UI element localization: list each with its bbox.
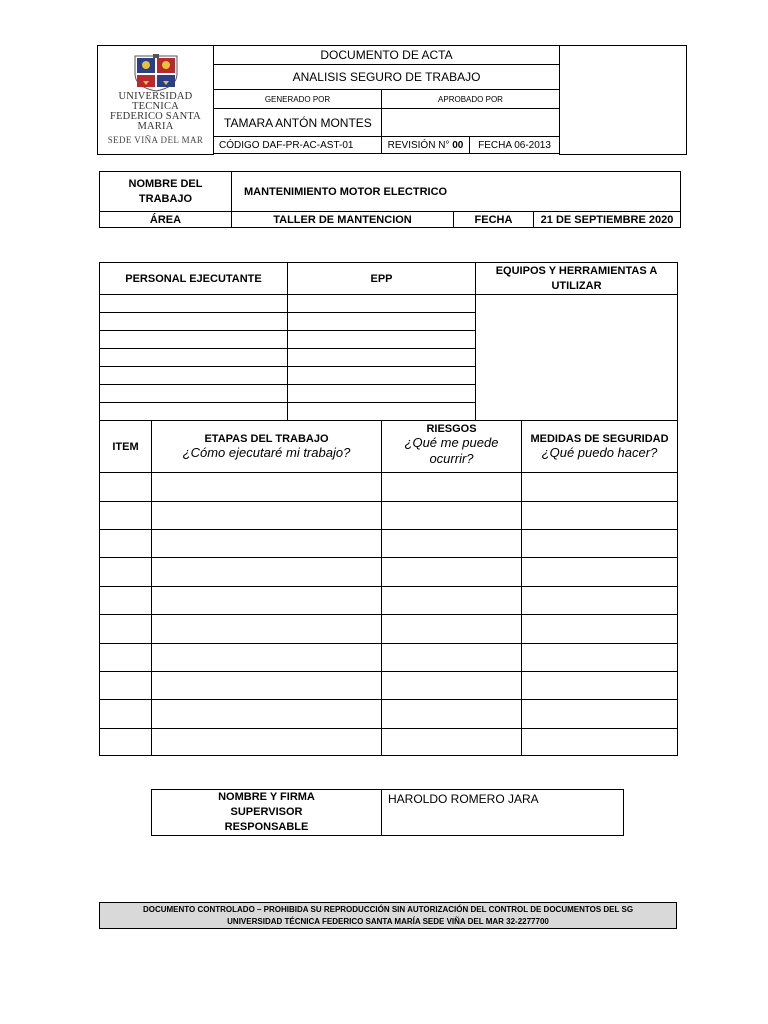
- epp-cell: [288, 349, 476, 367]
- job-info-table: [99, 171, 681, 228]
- risk-cell: [382, 672, 522, 700]
- measure-cell: [522, 644, 678, 672]
- revision: [382, 137, 470, 154]
- personal-cell: [100, 331, 288, 349]
- stages-subtitle: ¿Cómo ejecutaré mi trabajo?: [182, 445, 351, 460]
- measure-cell: [522, 615, 678, 644]
- spacer: [382, 154, 470, 155]
- epp-cell: [288, 313, 476, 331]
- generated-by-value: TAMARA ANTÓN MONTES: [214, 109, 382, 137]
- table-row: [100, 729, 678, 756]
- epp-cell: [288, 385, 476, 403]
- risk-cell: [382, 587, 522, 615]
- approved-by-value: [382, 109, 560, 137]
- revision-label: REVISIÓN N°: [387, 139, 450, 151]
- personal-cell: [100, 403, 288, 421]
- footer-line2: UNIVERSIDAD TÉCNICA FEDERICO SANTA MARÍA SEDE VIÑA DEL MAR 32-2277700: [227, 916, 549, 926]
- doc-title: ANALISIS SEGURO DE TRABAJO: [214, 65, 560, 90]
- table-row: [100, 502, 678, 530]
- job-name-label: NOMBRE DEL TRABAJO: [100, 172, 232, 212]
- university-name-line2: FEDERICO SANTA MARIA: [110, 111, 201, 133]
- table-row: [100, 700, 678, 729]
- personal-cell: [100, 295, 288, 313]
- date-label: FECHA: [454, 212, 534, 228]
- stage-cell: [152, 473, 382, 502]
- measure-cell: [522, 473, 678, 502]
- item-cell: [100, 587, 152, 615]
- personal-cell: [100, 313, 288, 331]
- personnel-table: [99, 262, 678, 421]
- risk-cell: [382, 700, 522, 729]
- personal-cell: [100, 367, 288, 385]
- item-cell: [100, 700, 152, 729]
- supervisor-table: [151, 789, 624, 836]
- stage-cell: [152, 729, 382, 756]
- campus-name: SEDE VIÑA DEL MAR: [107, 135, 204, 146]
- risk-cell: [382, 502, 522, 530]
- risk-cell: [382, 615, 522, 644]
- item-cell: [100, 729, 152, 756]
- item-cell: [100, 672, 152, 700]
- epp-cell: [288, 403, 476, 421]
- stages-header: [152, 421, 382, 473]
- stage-cell: [152, 700, 382, 729]
- risk-cell: [382, 473, 522, 502]
- personal-cell: [100, 349, 288, 367]
- measure-cell: [522, 530, 678, 558]
- header-blank-cell: [560, 46, 687, 155]
- item-header: ITEM: [100, 421, 152, 473]
- risks-subtitle: ¿Qué me puede ocurrir?: [404, 435, 499, 466]
- risk-cell: [382, 729, 522, 756]
- date-value: 21 DE SEPTIEMBRE 2020: [534, 212, 681, 228]
- item-cell: [100, 644, 152, 672]
- university-crest-logo: [131, 54, 181, 92]
- personal-cell: [100, 385, 288, 403]
- stages-title: ETAPAS DEL TRABAJO: [204, 433, 329, 445]
- stage-cell: [152, 502, 382, 530]
- measure-cell: [522, 729, 678, 756]
- item-cell: [100, 558, 152, 587]
- stage-cell: [152, 558, 382, 587]
- risk-cell: [382, 530, 522, 558]
- table-row: [100, 558, 678, 587]
- tools-cell: [476, 295, 678, 421]
- item-cell: [100, 615, 152, 644]
- epp-cell: [288, 295, 476, 313]
- epp-cell: [288, 331, 476, 349]
- area-label: ÁREA: [100, 212, 232, 228]
- document-header: [97, 45, 687, 155]
- measure-cell: [522, 672, 678, 700]
- table-row: [100, 473, 678, 502]
- approved-by-label: APROBADO POR: [382, 90, 560, 109]
- stage-cell: [152, 587, 382, 615]
- risks-title: RIESGOS: [426, 423, 477, 435]
- tools-header: EQUIPOS Y HERRAMIENTAS A UTILIZAR: [476, 263, 678, 295]
- generated-by-label: GENERADO POR: [214, 90, 382, 109]
- measure-cell: [522, 700, 678, 729]
- measures-title: MEDIDAS DE SEGURIDAD: [530, 433, 669, 445]
- epp-cell: [288, 367, 476, 385]
- steps-table: [99, 420, 678, 756]
- document-code: CÓDIGO DAF-PR-AC-AST-01: [214, 137, 382, 154]
- spacer: [470, 154, 560, 155]
- footer-table: [99, 902, 677, 929]
- stage-cell: [152, 672, 382, 700]
- measures-header: [522, 421, 678, 473]
- item-cell: [100, 502, 152, 530]
- supervisor-value: HAROLDO ROMERO JARA: [382, 790, 624, 836]
- stage-cell: [152, 530, 382, 558]
- area-value: TALLER DE MANTENCION: [232, 212, 454, 228]
- personal-header: PERSONAL EJECUTANTE: [100, 263, 288, 295]
- table-row: [100, 587, 678, 615]
- epp-header: EPP: [288, 263, 476, 295]
- doc-type: DOCUMENTO DE ACTA: [214, 46, 560, 65]
- risks-header: [382, 421, 522, 473]
- logo-cell: [98, 46, 214, 155]
- university-name-line1: UNIVERSIDAD TECNICA: [118, 91, 193, 113]
- document-date: FECHA 06-2013: [470, 137, 560, 154]
- stage-cell: [152, 644, 382, 672]
- footer-cell: [100, 903, 677, 929]
- measure-cell: [522, 558, 678, 587]
- risk-cell: [382, 558, 522, 587]
- measures-subtitle: ¿Qué puedo hacer?: [541, 445, 658, 460]
- spacer: [214, 154, 382, 155]
- stage-cell: [152, 615, 382, 644]
- item-cell: [100, 473, 152, 502]
- table-row: [100, 530, 678, 558]
- measure-cell: [522, 587, 678, 615]
- item-cell: [100, 530, 152, 558]
- table-row: [100, 672, 678, 700]
- supervisor-label: NOMBRE Y FIRMA SUPERVISOR RESPONSABLE: [152, 790, 382, 836]
- risk-cell: [382, 644, 522, 672]
- revision-value: 00: [452, 139, 464, 151]
- measure-cell: [522, 502, 678, 530]
- table-row: [100, 615, 678, 644]
- table-row: [100, 644, 678, 672]
- job-name-value: MANTENIMIENTO MOTOR ELECTRICO: [232, 172, 681, 212]
- footer-line1: DOCUMENTO CONTROLADO – PROHIBIDA SU REPRODUCCIÓN SIN AUTORIZACIÓN DEL CONTROL DE DOCUMENTOS DEL SG: [142, 904, 634, 914]
